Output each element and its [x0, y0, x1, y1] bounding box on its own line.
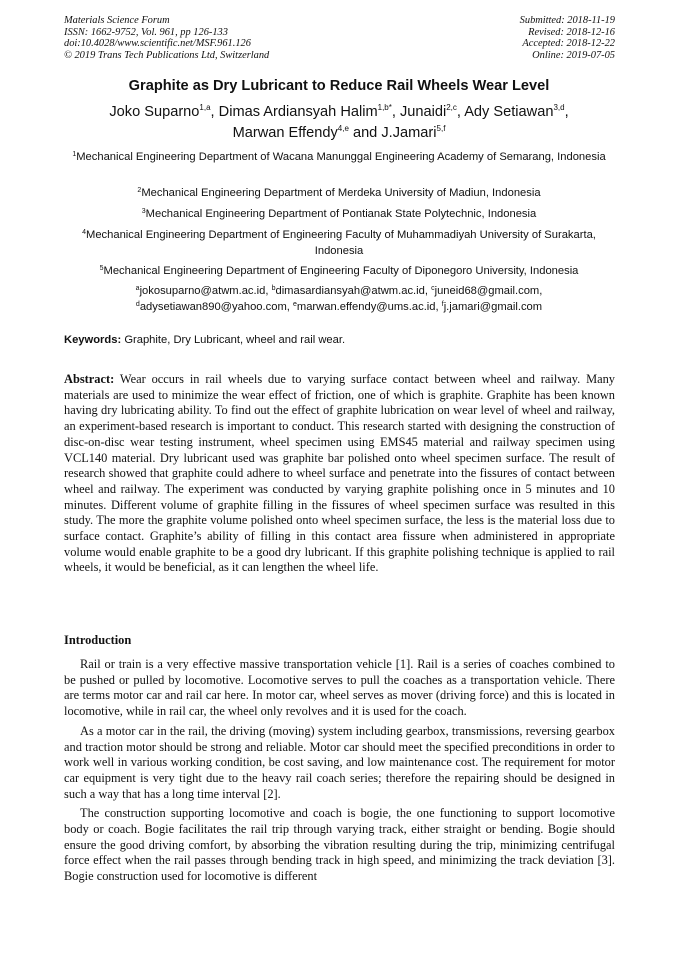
email-address: adysetiawan890@yahoo.com,	[139, 300, 293, 313]
affiliation-text: Mechanical Engineering Department of Merdeka University of Madiun, Indonesia	[141, 187, 541, 199]
email-address: marwan.effendy@ums.ac.id,	[296, 300, 442, 313]
abstract	[64, 372, 615, 576]
paper-title: Graphite as Dry Lubricant to Reduce Rail Wheels Wear Level	[128, 78, 550, 94]
email-address: juneid68@gmail.com,	[434, 285, 543, 297]
submission-dates	[520, 15, 615, 61]
affiliation-number: 2	[137, 187, 142, 194]
author-superscript: 4,e	[337, 124, 349, 133]
introduction-heading: Introduction	[64, 633, 132, 647]
author-superscript: 5,f	[436, 124, 446, 133]
affiliation-text: Mechanical Engineering Department of Wacana Manunggal Engineering Academy of Semarang, Indonesia	[76, 151, 606, 163]
email-address: j.jamari@gmail.com	[443, 300, 543, 313]
affiliation-text: Mechanical Engineering Department of Engineering Faculty of Diponegoro University, Indonesia	[103, 265, 579, 277]
author-name: Marwan Effendy	[232, 125, 338, 141]
email-address: jokosuparno@atwm.ac.id,	[139, 285, 272, 297]
journal-doi: doi:10.4028/www.scientific.net/MSF.961.126	[64, 38, 251, 50]
body-paragraph: As a motor car in the rail, the driving (moving) system including gearbox, transmissions, reversing gearbox and traction motor should be strong and reliable. Motor car should meet the specified preconditions in order to work well in various working condition, be cost saving, and low maintenance cost. The requirement for motor car equipment is very tight due to the heavy rail coach series; therefore the repairing should be designed in such a way that has a long time interval [2].	[64, 723, 615, 801]
keywords-label: Keywords:	[64, 334, 122, 346]
email-marker: e	[292, 300, 297, 308]
email-marker: a	[135, 285, 140, 292]
keywords	[64, 334, 614, 346]
email-address: dimasardiansyah@atwm.ac.id,	[275, 285, 432, 297]
email-marker: f	[441, 300, 444, 308]
author-name: Ady Setiawan	[464, 104, 554, 120]
author-name: Joko Suparno	[109, 104, 200, 120]
email-marker: c	[431, 285, 435, 292]
email-marker: b	[271, 285, 276, 292]
author-superscript: 1,a	[199, 103, 211, 112]
affiliation-text: Mechanical Engineering Department of Engineering Faculty of Muhammadiyah University of Surakarta, Indonesia	[86, 229, 596, 257]
journal-issn: ISSN: 1662-9752, Vol. 961, pp 126-133	[64, 26, 228, 38]
author-superscript: 3,d	[553, 103, 565, 112]
author-list: Joko Suparno$^{1,a}$, Dimas Ardiansyah Halim$^{1,b*}$, Junaidi$^{2,c}$, Ady Setiawan$^{3,d}$, Marwan Effendy$^{4,e}$ and J.Jamari$^{5,f}$	[109, 103, 569, 141]
journal-info	[64, 15, 269, 61]
author-superscript: 2,c	[446, 103, 457, 112]
affiliation-3	[58, 207, 620, 223]
date-submitted: Submitted: 2018-11-19	[519, 15, 615, 26]
date-accepted: Accepted: 2018-12-22	[522, 38, 615, 50]
body-paragraph: The construction supporting locomotive and coach is bogie, the one functioning to support locomotive body or coach. Bogie facilitates the rail trip through varying track, either straight or bending. Bogie should ensure the good driving comfort, by absorbing the vibration resulting during the trip, minimizing centrifugal force effect when the rail passes through bending track in high speed, and minimizing the track deviation [3]. Bogie construction used for locomotive is different	[64, 806, 615, 884]
author-name: Dimas Ardiansyah Halim	[218, 104, 378, 120]
affiliation-number: 4	[82, 229, 86, 236]
affiliation-4	[58, 228, 620, 259]
affiliation-text: Mechanical Engineering Department of Pontianak State Polytechnic, Indonesia	[145, 208, 537, 220]
introduction-body	[64, 657, 615, 889]
journal-name: Materials Science Forum	[64, 15, 170, 26]
author-name: J.Jamari	[381, 125, 437, 141]
affiliation-1	[58, 150, 620, 166]
author-superscript: 1,b*	[377, 103, 392, 112]
date-revised: Revised: 2018-12-16	[528, 26, 615, 38]
author-emails	[58, 284, 620, 315]
author-name: Junaidi	[399, 104, 447, 120]
affiliation-number: 3	[141, 208, 146, 215]
affiliation-number: 5	[99, 265, 104, 272]
affiliation-2	[58, 186, 620, 202]
date-online: Online: 2019-07-05	[532, 49, 615, 61]
email-marker: d	[135, 300, 140, 308]
keywords-text: Graphite, Dry Lubricant, wheel and rail wear.	[124, 334, 346, 346]
affiliation-number: 1	[72, 151, 77, 158]
abstract-text: Wear occurs in rail wheels due to varying surface contact between wheel and railway. Many materials are used to minimize the wear effect of friction, one of which is graphite. Graphite has been known having dry lubricating ability. To find out the effect of graphite lubrication on wear level of wheel and railway, an experiment-based research is important to conduct. This research started with designing the construction of disc-on-disc wear testing instrument, wheel specimen using EMS45 material and railway specimen using VCL140 material. Dry lubricant used was graphite bar polished onto wheel specimen surface. The result of research showed that graphite could adhere to wheel surface and penetrate into the fissures of contact between wheel and railway. The experiment was conducted by varying graphite polishing once in 5 minutes and 10 minutes. Different volume of graphite filling in the fissures of wheel specimen surface was resulted in this study. The more the graphite volume polished onto wheel specimen surface, the less is the material loss due to surface contact. Graphite’s ability of filling in this contact area fissure when administered in appropriate volume would enable graphite to be a good dry lubricant. If this graphite polishing technique is applied to rail wheels, it would be beneficial, as it can lengthen the wheel life.	[64, 372, 616, 575]
journal-copyright: © 2019 Trans Tech Publications Ltd, Switzerland	[64, 49, 270, 61]
abstract-label: Abstract:	[64, 372, 115, 386]
body-paragraph: Rail or train is a very effective massive transportation vehicle [1]. Rail is a series of coaches combined to be pushed or pulled by locomotive. Locomotive serves to pull the coaches as a transportation vehicle. There are terms motor car and rail car here. In motor car, wheel serves as mover (driving force) and this is located in locomotive, while in rail car, the wheel only revolves and it is used for the coach.	[64, 657, 615, 719]
author-conjunction: and	[352, 125, 378, 141]
affiliation-5	[58, 264, 620, 280]
